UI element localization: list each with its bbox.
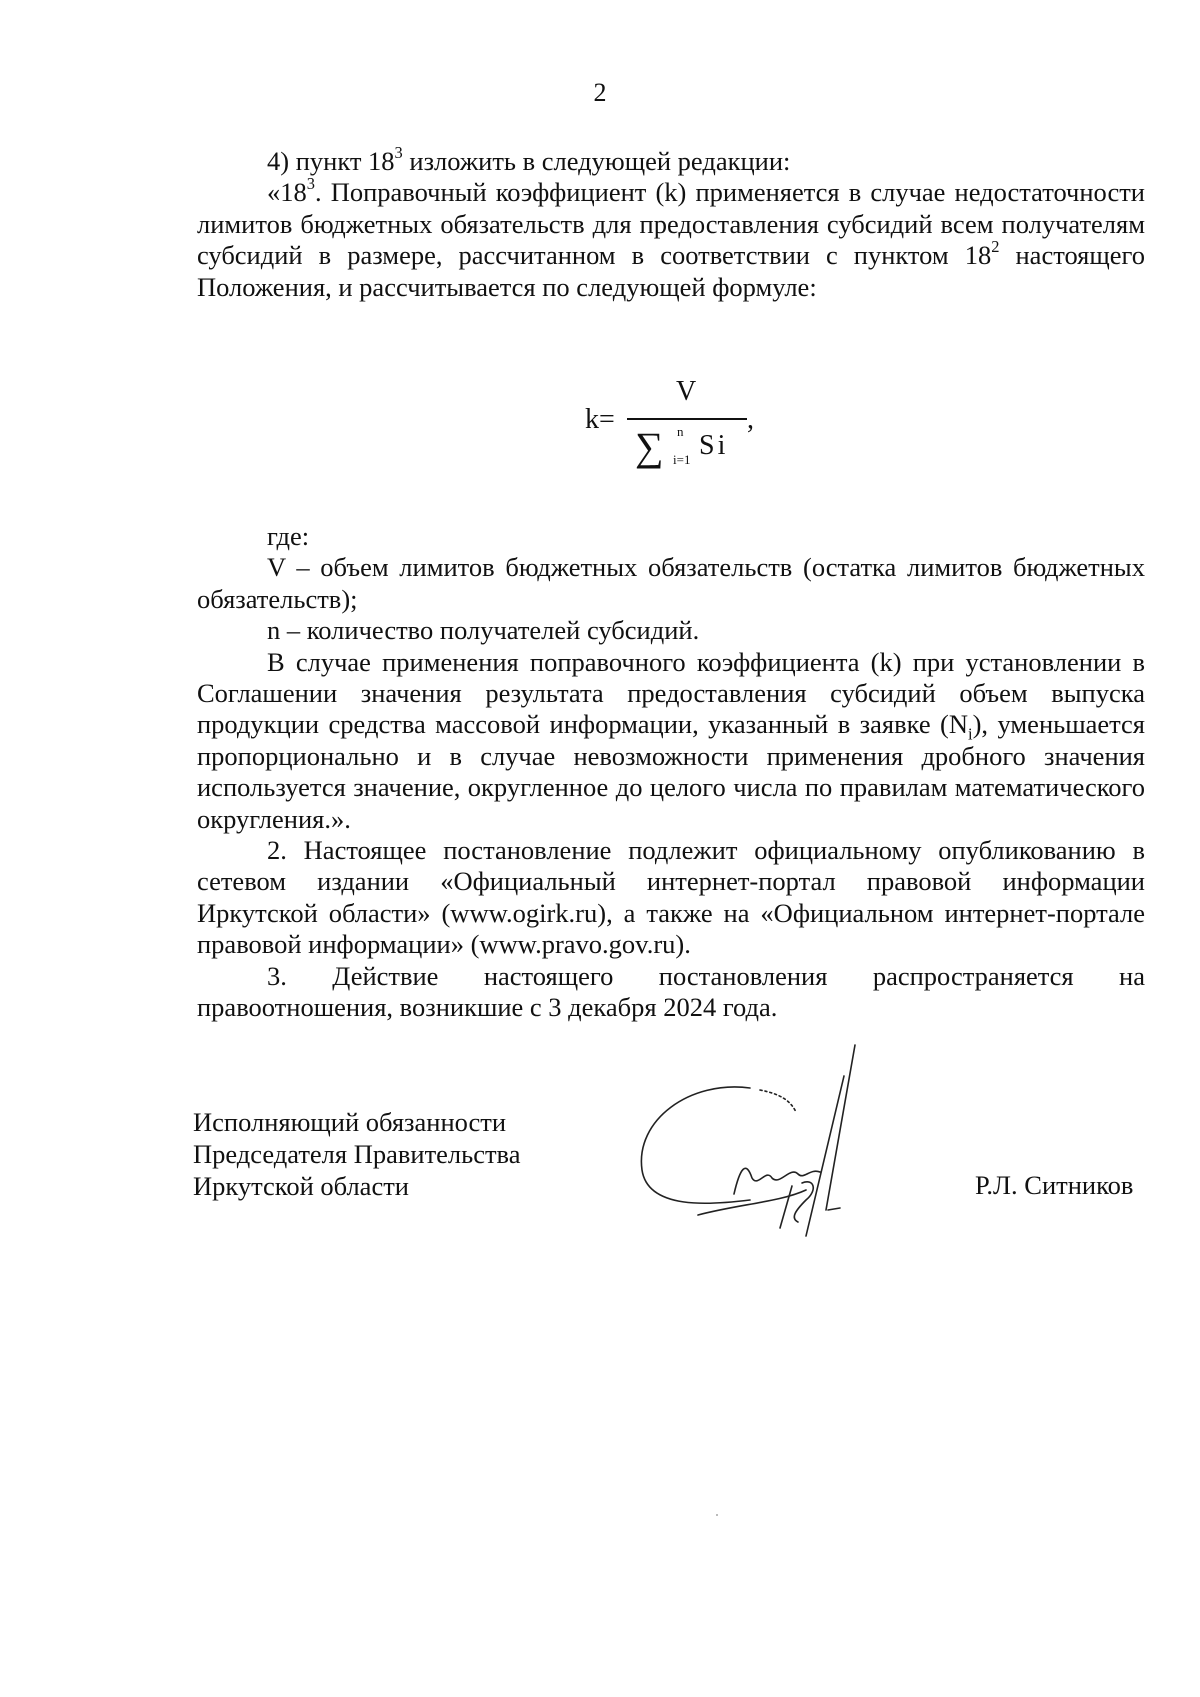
signatory-line-1: Исполняющий обязанности bbox=[193, 1107, 507, 1137]
handwritten-signature bbox=[630, 1040, 930, 1250]
signer-name: Р.Л. Ситников bbox=[975, 1170, 1134, 1200]
body-text-top bbox=[197, 142, 1146, 303]
paragraph-18-3: «$18^3$. Поправочный коэффициент (k) применяется в случае недостаточности лимитов бюджетных обязательств для предоставления субсидий всем получателям субсидий в размере, рассчитанном в соответствии с пунктом $18^2$ настоящего Положения, и рассчитывается по следующей формуле: bbox=[197, 174, 1146, 302]
page-number: 2 bbox=[593, 78, 607, 107]
item-3: 3. Действие настоящего постановления распространяется на правоотношения, возникшие с 3 декабря 2024 года. bbox=[197, 960, 1145, 1023]
formula-numerator: V bbox=[676, 376, 697, 407]
where-label: где: bbox=[267, 521, 310, 551]
sum-lower-limit: i=1 bbox=[673, 452, 691, 467]
v-definition: V – объем лимитов бюджетных обязательств (остатка лимитов бюджетных обязательств); bbox=[197, 552, 1145, 614]
correction-paragraph: В случае применения поправочного коэффициента (k) при установлении в Соглашении значения результата предоставления субсидий объем выпуска продукции средства массовой информации, указанный в заявке $(N_i)$, уменьшается пропорционально и в случае невозможности применения дробного значения используется значение, округленное до целого числа по правилам математического округления.». bbox=[197, 646, 1145, 834]
n-definition: n – количество получателей субсидий. bbox=[267, 615, 700, 646]
coefficient-formula bbox=[585, 378, 765, 488]
item4-intro: 4) пункт $18^3$ изложить в следующей редакции: bbox=[267, 142, 791, 176]
signatory-title bbox=[193, 1106, 521, 1202]
formula-lhs: k= bbox=[585, 404, 615, 435]
signatory-line-2: Председателя Правительства bbox=[193, 1139, 521, 1169]
sum-term: Si bbox=[699, 430, 729, 461]
body-text-bottom bbox=[197, 521, 1145, 1024]
sum-upper-limit: n bbox=[677, 424, 684, 439]
item-2: 2. Настоящее постановление подлежит официальному опубликованию в сетевом издании «Официальный интернет-портал правовой информации Иркутской области» (www.ogirk.ru), а также на «Официальном интернет-портале правовой информации» (www.pravo.gov.ru). bbox=[197, 835, 1145, 960]
signatory-line-3: Иркутской области bbox=[193, 1171, 409, 1201]
formula-comma: , bbox=[747, 404, 754, 435]
sigma-symbol: ∑ bbox=[635, 424, 664, 469]
fraction-bar bbox=[627, 418, 747, 420]
scan-speck bbox=[716, 1514, 718, 1516]
